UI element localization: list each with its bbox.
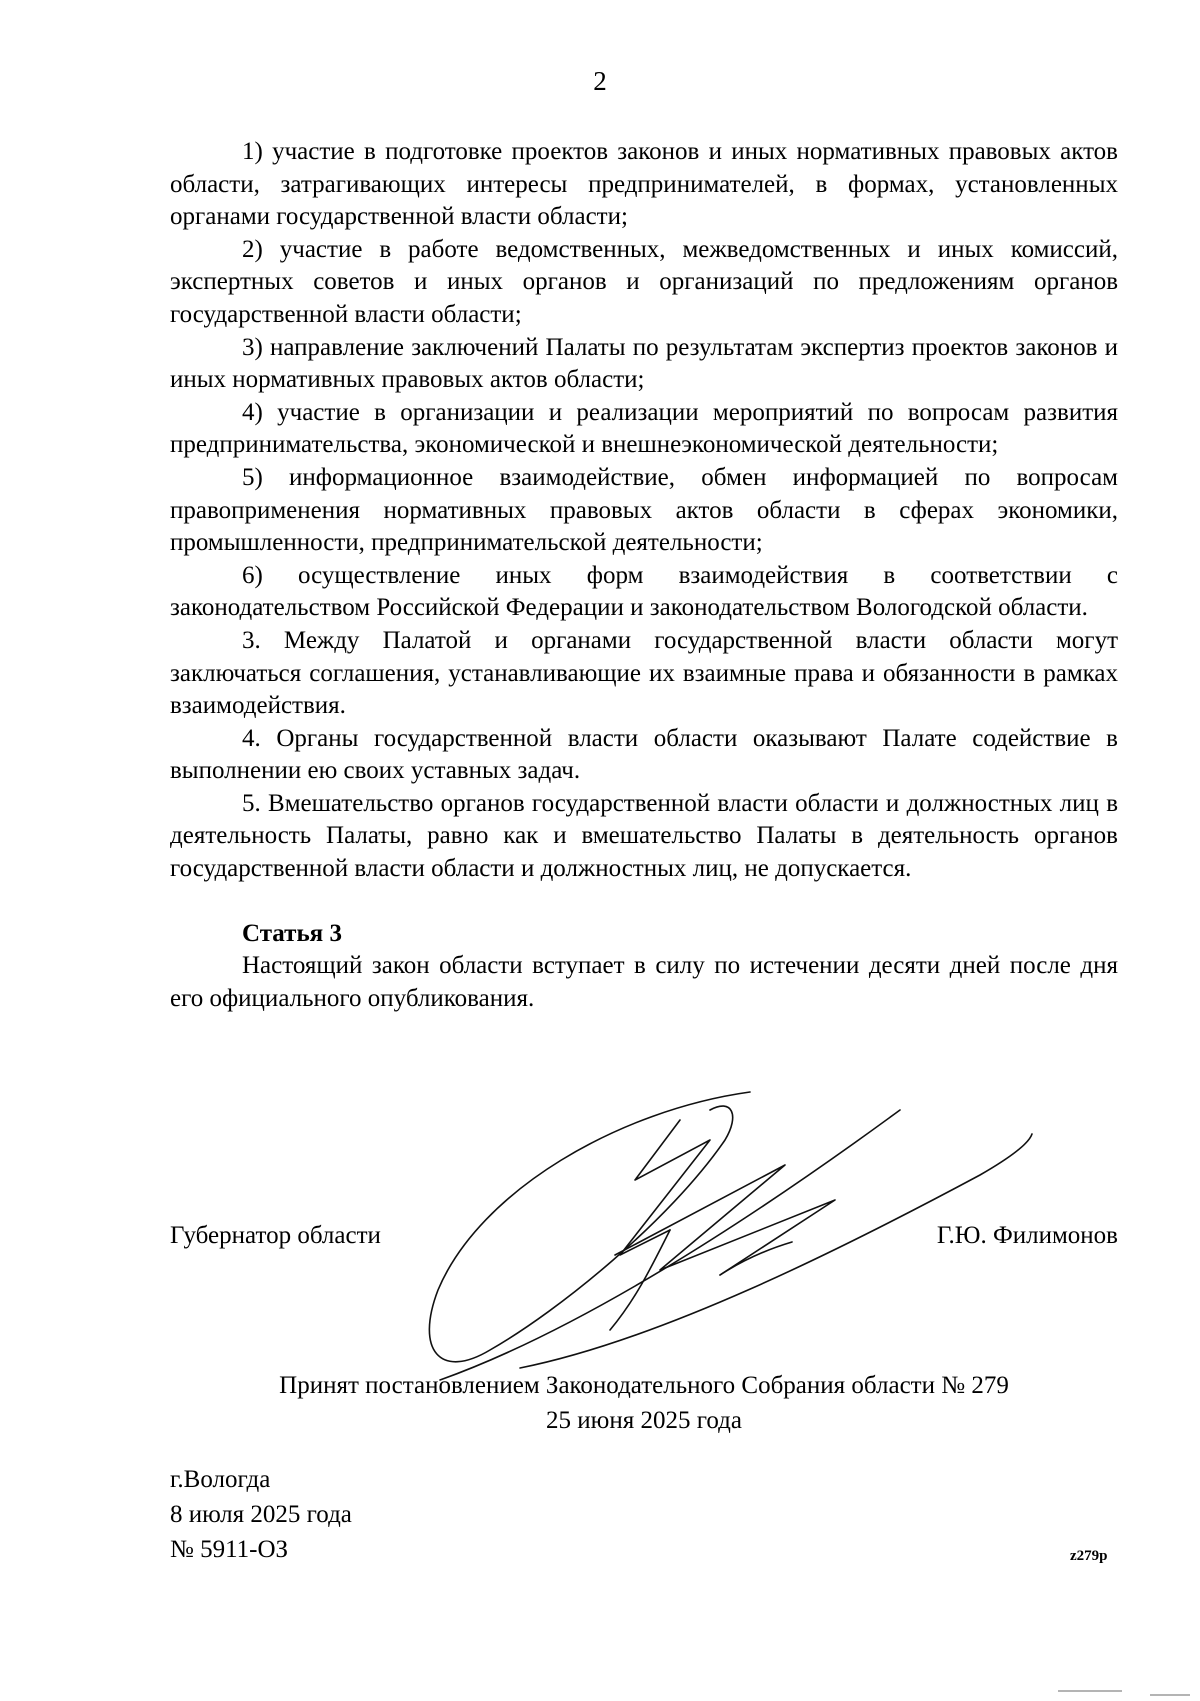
signature-row xyxy=(170,1222,1118,1250)
signatory-name: Г.Ю. Филимонов xyxy=(936,1222,1118,1249)
scan-artifact-mark xyxy=(1058,1690,1122,1692)
paragraph-item-4: 4) участие в организации и реализации мероприятий по вопросам развития предпринимательства, экономической и внешнеэкономической деятельности; xyxy=(170,398,1118,459)
paragraph-item-3: 3) направление заключений Палаты по результатам экспертиз проектов законов и иных нормативных правовых актов области; xyxy=(170,333,1118,394)
adoption-resolution: Принят постановлением Законодательного Собрания области № 279 xyxy=(279,1372,1009,1399)
paragraph-item-6: 6) осуществление иных форм взаимодействия в соответствии с законодательством Российской Федерации и законодательством Вологодской области. xyxy=(170,561,1118,622)
page-number: 2 xyxy=(593,66,607,96)
paragraph-item-1: 1) участие в подготовке проектов законов и иных нормативных правовых актов области, затрагивающих интересы предпринимателей, в формах, установленных органами государственной власти области; xyxy=(170,138,1118,231)
paragraph-item-5: 5) информационное взаимодействие, обмен информацией по вопросам правоприменения нормативных правовых актов области в сферах экономики, промышленности, предпринимательской деятельности; xyxy=(170,463,1118,557)
section-spacer xyxy=(170,886,1118,918)
article-text: Настоящий закон области вступает в силу по истечении десяти дней после дня его официального опубликования. xyxy=(170,952,1118,1012)
paragraph-clause-3: 3. Между Палатой и органами государственной власти области могут заключаться соглашения, устанавливающие их взаимные права и обязанности в рамках взаимодействия. xyxy=(170,626,1118,720)
footer-law-number: № 5911-ОЗ xyxy=(170,1536,289,1563)
footer-date: 8 июля 2025 года xyxy=(170,1501,352,1528)
paragraph-clause-5: 5. Вмешательство органов государственной власти области и должностных лиц в деятельность Палаты, равно как и вмешательство Палаты в деятельность органов государственной власти области и должностных лиц, не допускается. xyxy=(170,789,1118,883)
article-heading: Статья 3 xyxy=(242,919,342,947)
document-body xyxy=(170,136,1118,1015)
footer-city: г.Вологда xyxy=(170,1466,271,1493)
adoption-date: 25 июня 2025 года xyxy=(546,1407,742,1434)
scan-artifact-mark xyxy=(1150,1694,1190,1696)
signatory-position: Губернатор области xyxy=(170,1222,381,1249)
paragraph-item-2: 2) участие в работе ведомственных, межведомственных и иных комиссий, экспертных советов и иных органов и организаций по предложениям органов государственной власти области; xyxy=(170,235,1118,328)
document-footer xyxy=(170,1462,352,1567)
document-code: z279p xyxy=(1070,1548,1108,1564)
adoption-note xyxy=(170,1368,1118,1438)
paragraph-clause-4: 4. Органы государственной власти области оказывают Палате содействие в выполнении ею своих уставных задач. xyxy=(170,724,1118,785)
